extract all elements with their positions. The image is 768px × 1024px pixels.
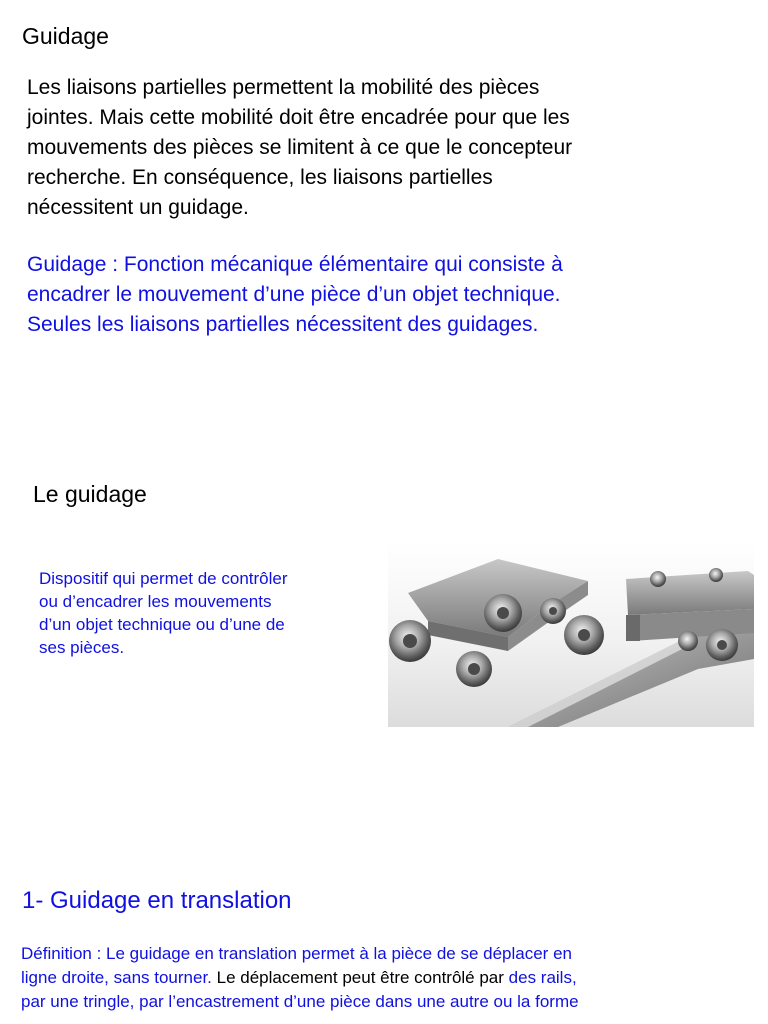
guidage-title: Guidage: [22, 23, 109, 49]
translation-def-blue: ligne droite, sans tourner.: [21, 968, 212, 987]
intro-line: nécessitent un guidage.: [27, 196, 249, 219]
translation-def-blue-end: des rails,: [508, 968, 577, 987]
intro-line: recherche. En conséquence, les liaisons partielles: [27, 166, 493, 189]
definition-line: encadrer le mouvement d’une pièce d’un objet technique.: [27, 283, 561, 306]
rail-guide-rollers-photo: [388, 541, 754, 727]
translation-definition: [21, 942, 751, 1014]
definition-paragraph: [27, 250, 717, 340]
rail-guide-illustration: [388, 541, 754, 727]
intro-line: jointes. Mais cette mobilité doit être encadrée pour que les: [27, 106, 570, 129]
dispositif-line: d’un objet technique ou d’une de: [39, 615, 285, 634]
dispositif-line: Dispositif qui permet de contrôler: [39, 569, 288, 588]
definition-line: Guidage : Fonction mécanique élémentaire qui consiste à: [27, 253, 563, 276]
intro-line: Les liaisons partielles permettent la mobilité des pièces: [27, 76, 540, 99]
le-guidage-title: Le guidage: [33, 481, 147, 507]
dispositif-paragraph: [39, 567, 369, 659]
definition-line: Seules les liaisons partielles nécessitent des guidages.: [27, 313, 539, 336]
translation-def-line: par une tringle, par l’encastrement d’une pièce dans une autre ou la forme: [21, 992, 579, 1011]
translation-def-black: Le déplacement peut être contrôlé par: [211, 968, 509, 987]
intro-line: mouvements des pièces se limitent à ce que le concepteur: [27, 136, 573, 159]
intro-paragraph: [27, 73, 717, 223]
translation-def-line: [21, 966, 751, 990]
translation-def-line: Définition : Le guidage en translation permet à la pièce de se déplacer en: [21, 944, 572, 963]
translation-heading: 1- Guidage en translation: [22, 887, 292, 914]
dispositif-line: ou d’encadrer les mouvements: [39, 592, 272, 611]
dispositif-line: ses pièces.: [39, 638, 125, 657]
